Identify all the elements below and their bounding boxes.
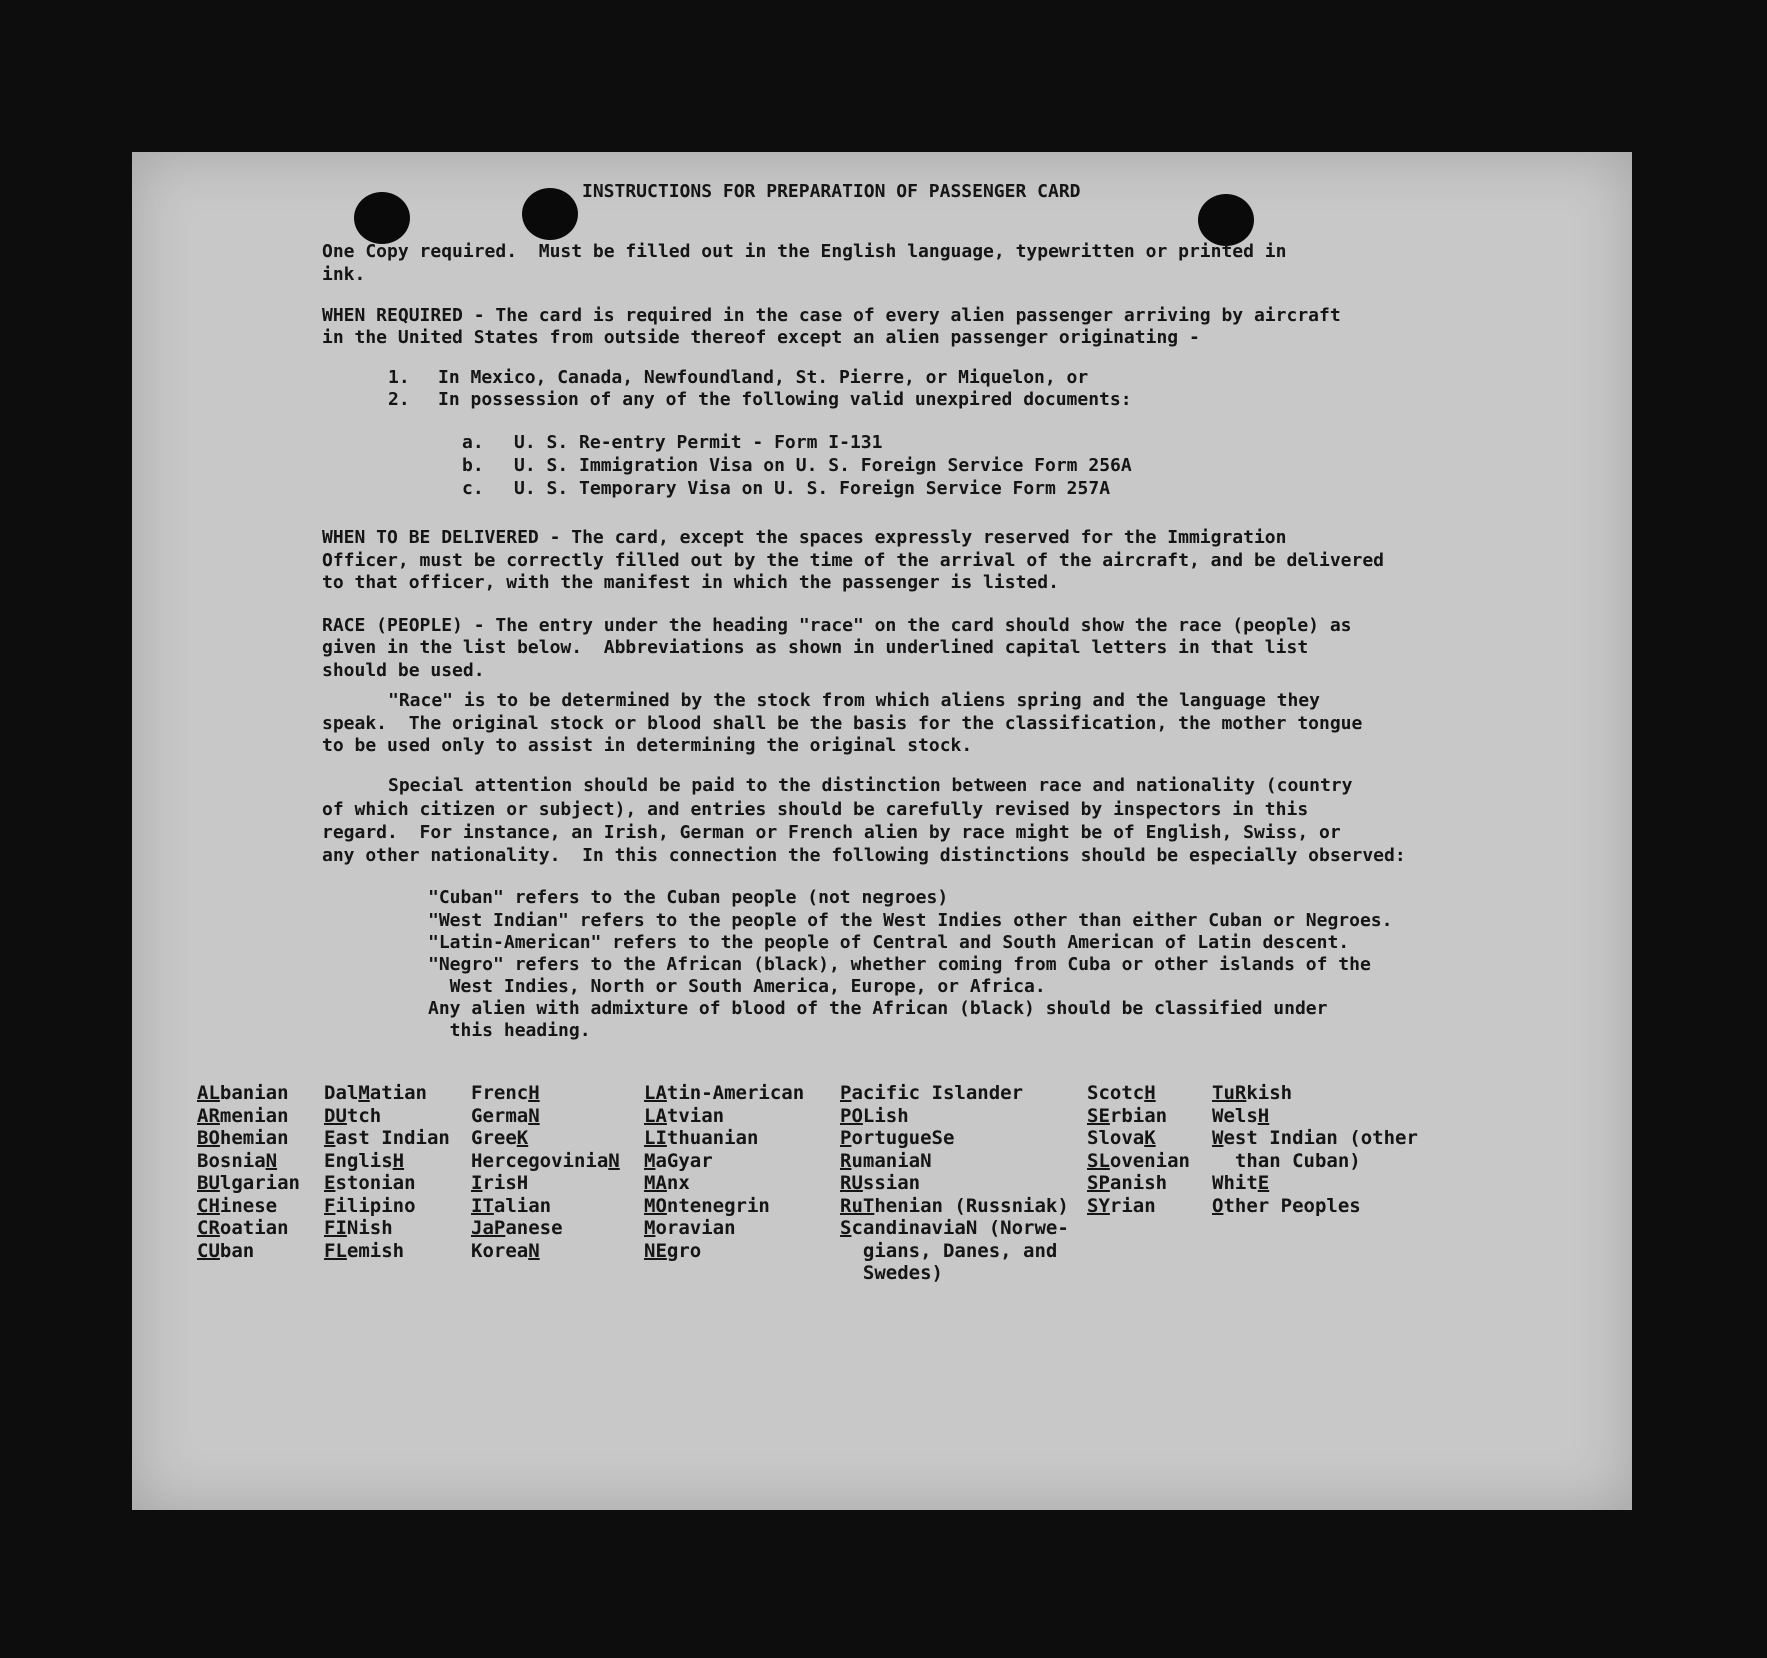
race-entry: NEgro bbox=[644, 1239, 702, 1262]
race-entry: JaPanese bbox=[471, 1217, 563, 1239]
special-attention-line: of which citizen or subject), and entries should be carefully revised by inspectors in this bbox=[322, 799, 1309, 820]
race-entry: Other Peoples bbox=[1212, 1194, 1361, 1217]
race-entry: Swedes) bbox=[862, 1262, 943, 1284]
when-required-line: WHEN REQUIRED - The card is required in the case of every alien passenger arriving by aircraft bbox=[322, 305, 1341, 326]
race-entry: than Cuban) bbox=[1234, 1149, 1361, 1172]
lettered-item-letter: b. bbox=[462, 455, 484, 476]
race-entry: WelsH bbox=[1212, 1104, 1270, 1127]
race-entry: FINish bbox=[324, 1217, 393, 1239]
distinction-line: "Cuban" refers to the Cuban people (not negroes) bbox=[428, 887, 949, 908]
race-entry: IrisH bbox=[471, 1172, 529, 1194]
race-entry: CRoatian bbox=[197, 1217, 289, 1239]
race-entry: LAtin-American bbox=[644, 1082, 805, 1104]
special-attention-line: any other nationality. In this connection the following distinctions should be especially observed: bbox=[322, 845, 1406, 866]
race-definition-line: speak. The original stock or blood shall be the basis for the classification, the mother tongue bbox=[322, 713, 1363, 734]
race-entry: ScandinaviaN (Norwe- bbox=[840, 1217, 1069, 1239]
race-entry: POLish bbox=[840, 1104, 909, 1127]
race-entry: FLemish bbox=[324, 1239, 405, 1262]
race-people-line: given in the list below. Abbreviations as shown in underlined capital letters in that list bbox=[322, 637, 1309, 658]
race-entry: LAtvian bbox=[644, 1104, 725, 1127]
intro-line: One Copy required. Must be filled out in the English language, typewritten or printed in bbox=[322, 241, 1287, 262]
race-entry: CUban bbox=[197, 1239, 255, 1262]
punch-hole-right bbox=[1198, 194, 1254, 246]
race-entry: FrencH bbox=[471, 1082, 540, 1104]
race-entry: MAnx bbox=[644, 1172, 690, 1194]
race-entry: ScotcH bbox=[1087, 1082, 1156, 1104]
when-delivered-line: Officer, must be correctly filled out by the time of the arrival of the aircraft, and be delivered bbox=[322, 550, 1385, 571]
race-entry: RumaniaN bbox=[840, 1149, 932, 1172]
when-required-line: in the United States from outside thereof except an alien passenger originating - bbox=[322, 327, 1200, 348]
race-entry: SErbian bbox=[1087, 1104, 1168, 1127]
lettered-item-text: U. S. Immigration Visa on U. S. Foreign Service Form 256A bbox=[514, 455, 1132, 476]
race-people-line: should be used. bbox=[322, 660, 485, 681]
race-definition-line: to be used only to assist in determining the original stock. bbox=[322, 735, 973, 756]
lettered-item-letter: c. bbox=[462, 478, 484, 499]
race-entry: Moravian bbox=[644, 1217, 736, 1239]
race-entry: KoreaN bbox=[471, 1239, 540, 1262]
race-entry: LIthuanian bbox=[644, 1127, 759, 1149]
race-entry: MaGyar bbox=[644, 1149, 713, 1172]
numbered-item-text: In Mexico, Canada, Newfoundland, St. Pierre, or Miquelon, or bbox=[438, 367, 1089, 388]
race-entry: ITalian bbox=[471, 1194, 552, 1217]
race-entry: SPanish bbox=[1087, 1172, 1168, 1194]
race-definition-line: "Race" is to be determined by the stock from which aliens spring and the language they bbox=[388, 690, 1320, 711]
intro-line: ink. bbox=[322, 264, 366, 285]
race-entry: ARmenian bbox=[197, 1104, 289, 1127]
race-entry: Estonian bbox=[324, 1172, 416, 1194]
race-entry: gians, Danes, and bbox=[862, 1239, 1058, 1262]
race-entry: Filipino bbox=[324, 1194, 416, 1217]
race-entry: West Indian (other bbox=[1212, 1127, 1418, 1149]
punch-hole-left bbox=[354, 192, 410, 244]
numbered-item-text: In possession of any of the following valid unexpired documents: bbox=[438, 389, 1132, 410]
numbered-item-num: 1. bbox=[388, 367, 410, 388]
race-entry: CHinese bbox=[197, 1194, 278, 1217]
race-entry: HercegoviniaN bbox=[471, 1149, 620, 1172]
race-entry: WhitE bbox=[1212, 1172, 1270, 1194]
distinction-line: this heading. bbox=[428, 1020, 591, 1041]
distinction-line: "Negro" refers to the African (black), whether coming from Cuba or other islands of the bbox=[428, 954, 1371, 975]
race-entry: RUssian bbox=[840, 1172, 921, 1194]
race-people-line: RACE (PEOPLE) - The entry under the heading "race" on the card should show the race (people) as bbox=[322, 615, 1352, 636]
race-entry: SlovaK bbox=[1087, 1127, 1156, 1149]
race-entry: SYrian bbox=[1087, 1194, 1156, 1217]
race-entry: BOhemian bbox=[197, 1127, 289, 1149]
document-sheet bbox=[132, 152, 1632, 1510]
distinction-line: "Latin-American" refers to the people of Central and South American of Latin descent. bbox=[428, 932, 1350, 953]
lettered-item-text: U. S. Temporary Visa on U. S. Foreign Service Form 257A bbox=[514, 478, 1111, 499]
race-entry: BosniaN bbox=[197, 1149, 278, 1172]
race-entry: GreeK bbox=[471, 1127, 529, 1149]
special-attention-line: regard. For instance, an Irish, German or French alien by race might be of English, Swiss, or bbox=[322, 822, 1341, 843]
race-entry: SLovenian bbox=[1087, 1149, 1190, 1172]
race-entry: Pacific Islander bbox=[840, 1082, 1024, 1104]
punch-hole-center bbox=[522, 188, 578, 240]
lettered-item-letter: a. bbox=[462, 432, 484, 453]
distinction-line: West Indies, North or South America, Europe, or Africa. bbox=[428, 976, 1046, 997]
distinction-line: "West Indian" refers to the people of the West Indies other than either Cuban or Negroes. bbox=[428, 910, 1393, 931]
race-entry: RuThenian (Russniak) bbox=[840, 1194, 1069, 1217]
special-attention-line: Special attention should be paid to the distinction between race and nationality (country bbox=[388, 775, 1353, 796]
numbered-item-num: 2. bbox=[388, 389, 410, 410]
race-entry: DalMatian bbox=[324, 1082, 427, 1104]
race-entry: ALbanian bbox=[197, 1082, 289, 1104]
race-entry: EnglisH bbox=[324, 1149, 405, 1172]
race-entry: PortugueSe bbox=[840, 1127, 955, 1149]
race-entry: East Indian bbox=[324, 1127, 450, 1149]
race-entry: MOntenegrin bbox=[644, 1194, 770, 1217]
distinction-line: Any alien with admixture of blood of the African (black) should be classified under bbox=[428, 998, 1328, 1019]
when-delivered-line: to that officer, with the manifest in which the passenger is listed. bbox=[322, 572, 1059, 593]
lettered-item-text: U. S. Re-entry Permit - Form I-131 bbox=[514, 432, 883, 453]
race-entry: DUtch bbox=[324, 1104, 382, 1127]
page-title: INSTRUCTIONS FOR PREPARATION OF PASSENGER CARD bbox=[582, 181, 1081, 202]
race-entry: BUlgarian bbox=[197, 1172, 300, 1194]
when-delivered-line: WHEN TO BE DELIVERED - The card, except the spaces expressly reserved for the Immigration bbox=[322, 527, 1287, 548]
race-entry: TuRkish bbox=[1212, 1082, 1293, 1104]
race-entry: GermaN bbox=[471, 1104, 540, 1127]
